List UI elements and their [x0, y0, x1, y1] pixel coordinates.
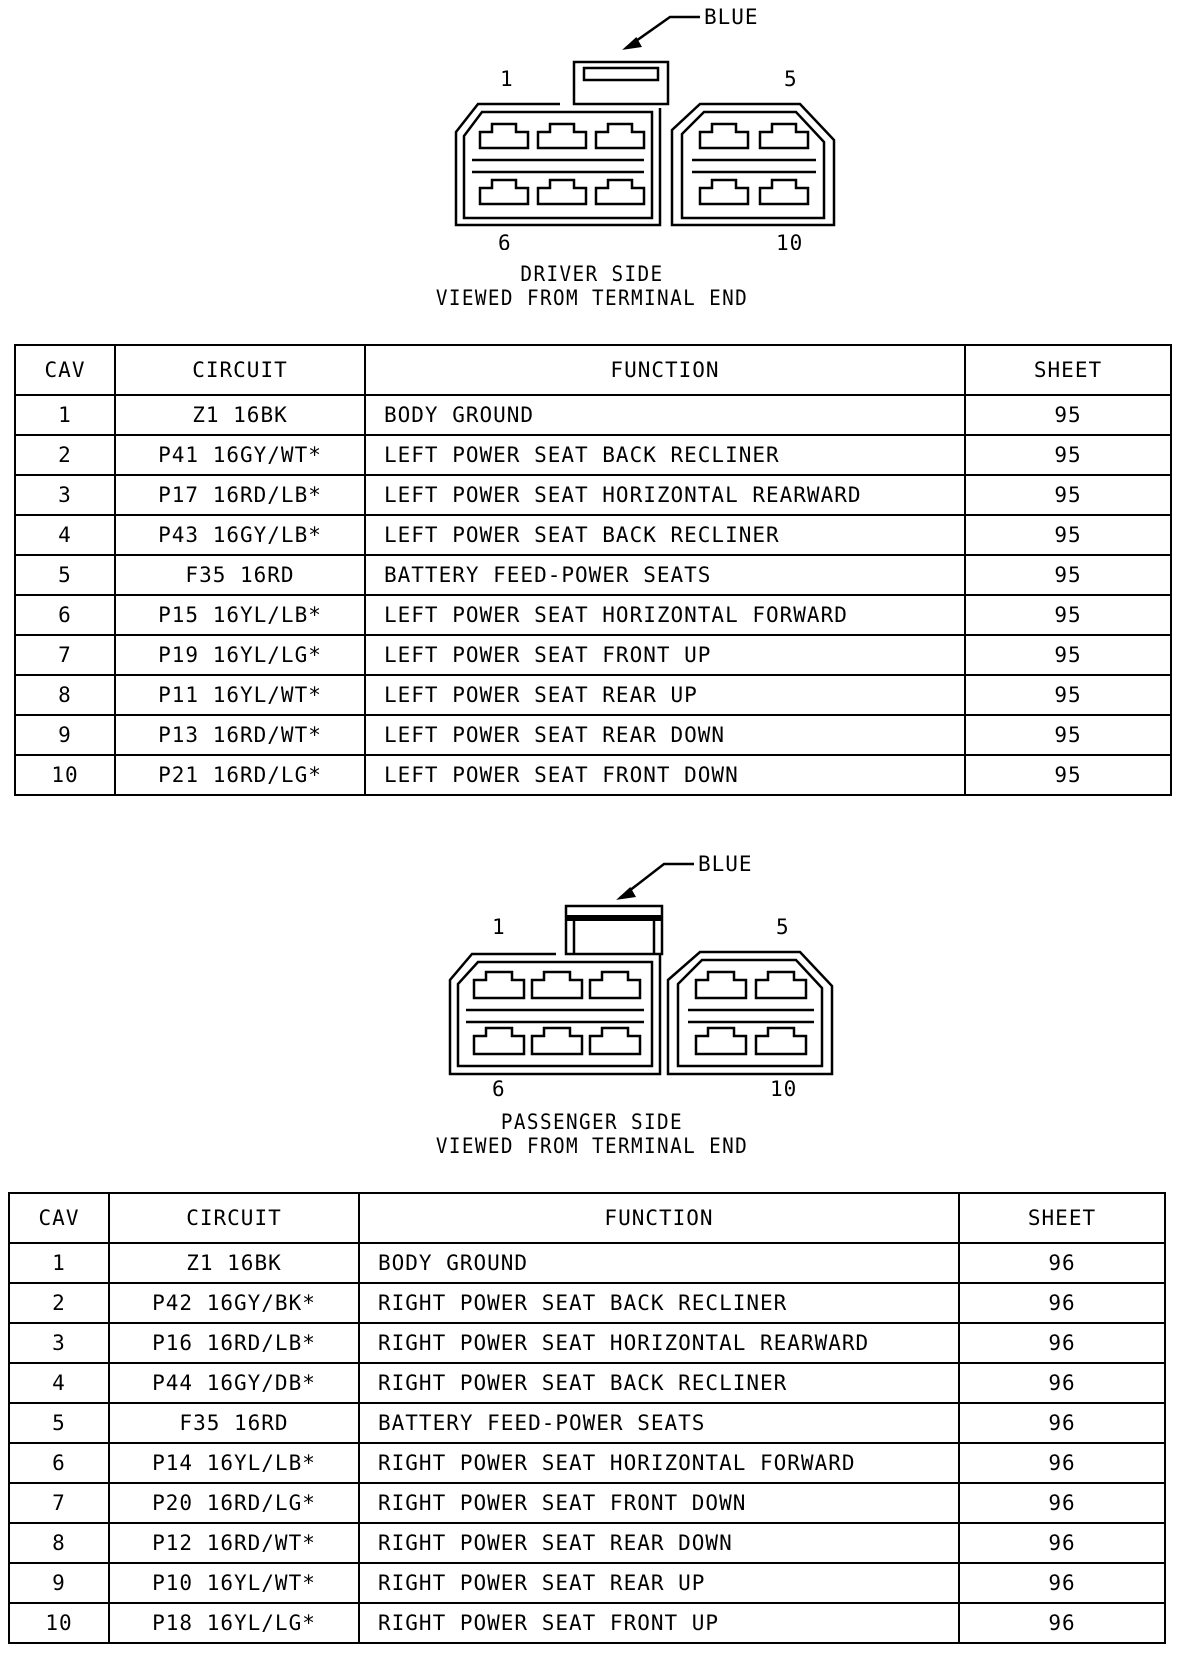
header-cav: CAV [15, 345, 115, 395]
cell-sheet: 95 [965, 755, 1171, 795]
cell-sheet: 96 [959, 1403, 1165, 1443]
table-header-row [15, 345, 1171, 395]
passenger-caption-subtitle: VIEWED FROM TERMINAL END [435, 1134, 749, 1158]
cell-cav: 6 [15, 595, 115, 635]
cell-cav: 6 [9, 1443, 109, 1483]
cell-circuit: P19 16YL/LG* [115, 635, 365, 675]
cell-circuit: P15 16YL/LB* [115, 595, 365, 635]
table-row [15, 435, 1171, 475]
cell-cav: 7 [9, 1483, 109, 1523]
table-row [15, 715, 1171, 755]
cell-sheet: 96 [959, 1563, 1165, 1603]
cell-function: LEFT POWER SEAT REAR DOWN [365, 715, 965, 755]
cell-function: RIGHT POWER SEAT HORIZONTAL REARWARD [359, 1323, 959, 1363]
header-cav: CAV [9, 1193, 109, 1243]
table-row [9, 1403, 1165, 1443]
table-row [15, 755, 1171, 795]
driver-cavity-table [14, 344, 1172, 796]
cell-circuit: P20 16RD/LG* [109, 1483, 359, 1523]
cell-circuit: P13 16RD/WT* [115, 715, 365, 755]
table-row [15, 555, 1171, 595]
cell-cav: 4 [15, 515, 115, 555]
cell-circuit: P18 16YL/LG* [109, 1603, 359, 1643]
cell-sheet: 96 [959, 1443, 1165, 1483]
passenger-pin-6-label: 6 [492, 1077, 506, 1100]
cell-cav: 10 [9, 1603, 109, 1643]
cell-function: RIGHT POWER SEAT FRONT UP [359, 1603, 959, 1643]
cell-function: LEFT POWER SEAT BACK RECLINER [365, 435, 965, 475]
cell-sheet: 96 [959, 1523, 1165, 1563]
table-row [9, 1243, 1165, 1283]
driver-connector-diagram [0, 0, 1184, 250]
cell-sheet: 95 [965, 675, 1171, 715]
cell-circuit: P11 16YL/WT* [115, 675, 365, 715]
cell-function: RIGHT POWER SEAT FRONT DOWN [359, 1483, 959, 1523]
cell-function: LEFT POWER SEAT BACK RECLINER [365, 515, 965, 555]
cell-function: LEFT POWER SEAT HORIZONTAL REARWARD [365, 475, 965, 515]
cell-function: BODY GROUND [365, 395, 965, 435]
cell-function: LEFT POWER SEAT FRONT DOWN [365, 755, 965, 795]
cell-cav: 3 [9, 1323, 109, 1363]
cell-function: BATTERY FEED-POWER SEATS [365, 555, 965, 595]
cell-circuit: P44 16GY/DB* [109, 1363, 359, 1403]
cell-circuit: P16 16RD/LB* [109, 1323, 359, 1363]
cell-sheet: 95 [965, 715, 1171, 755]
driver-connector-drawing [0, 0, 1184, 250]
header-sheet: SHEET [965, 345, 1171, 395]
header-circuit: CIRCUIT [109, 1193, 359, 1243]
driver-caption [47, 262, 1136, 310]
header-function: FUNCTION [359, 1193, 959, 1243]
cell-function: RIGHT POWER SEAT BACK RECLINER [359, 1283, 959, 1323]
cell-function: RIGHT POWER SEAT HORIZONTAL FORWARD [359, 1443, 959, 1483]
table-row [9, 1363, 1165, 1403]
cell-cav: 4 [9, 1363, 109, 1403]
table-row [9, 1283, 1165, 1323]
passenger-caption-title: PASSENGER SIDE [500, 1110, 684, 1134]
table-row [9, 1603, 1165, 1643]
table-row [15, 635, 1171, 675]
header-sheet: SHEET [959, 1193, 1165, 1243]
table-header-row [9, 1193, 1165, 1243]
cell-function: LEFT POWER SEAT REAR UP [365, 675, 965, 715]
table-row [9, 1443, 1165, 1483]
table-row [15, 395, 1171, 435]
cell-circuit: Z1 16BK [109, 1243, 359, 1283]
cell-sheet: 95 [965, 395, 1171, 435]
cell-cav: 9 [9, 1563, 109, 1603]
cell-function: LEFT POWER SEAT HORIZONTAL FORWARD [365, 595, 965, 635]
header-function: FUNCTION [365, 345, 965, 395]
table-row [9, 1563, 1165, 1603]
driver-cavities-right [692, 124, 816, 204]
cell-sheet: 95 [965, 595, 1171, 635]
cell-cav: 5 [9, 1403, 109, 1443]
passenger-pin-10-label: 10 [770, 1077, 798, 1100]
cell-circuit: P21 16RD/LG* [115, 755, 365, 795]
cell-sheet: 95 [965, 515, 1171, 555]
driver-caption-title: DRIVER SIDE [520, 262, 664, 286]
cell-sheet: 96 [959, 1363, 1165, 1403]
passenger-color-label: BLUE [698, 852, 753, 876]
passenger-pin-1-label: 1 [492, 915, 506, 939]
cell-sheet: 96 [959, 1283, 1165, 1323]
cell-cav: 8 [15, 675, 115, 715]
cell-cav: 9 [15, 715, 115, 755]
table-row [9, 1323, 1165, 1363]
cell-cav: 1 [15, 395, 115, 435]
cell-cav: 3 [15, 475, 115, 515]
passenger-pin-5-label: 5 [776, 915, 790, 939]
cell-circuit: F35 16RD [115, 555, 365, 595]
cell-sheet: 96 [959, 1243, 1165, 1283]
cell-cav: 10 [15, 755, 115, 795]
cell-function: BODY GROUND [359, 1243, 959, 1283]
driver-pin-5-label: 5 [784, 67, 798, 91]
cell-function: BATTERY FEED-POWER SEATS [359, 1403, 959, 1443]
cell-sheet: 95 [965, 555, 1171, 595]
cell-circuit: P42 16GY/BK* [109, 1283, 359, 1323]
passenger-connector-drawing [0, 840, 1184, 1100]
cell-cav: 2 [9, 1283, 109, 1323]
table-row [9, 1523, 1165, 1563]
passenger-cavities-right [688, 972, 814, 1054]
cell-circuit: Z1 16BK [115, 395, 365, 435]
passenger-connector-diagram [0, 840, 1184, 1100]
cell-cav: 7 [15, 635, 115, 675]
driver-color-label: BLUE [704, 5, 759, 29]
cell-function: RIGHT POWER SEAT BACK RECLINER [359, 1363, 959, 1403]
table-row [15, 675, 1171, 715]
cell-sheet: 95 [965, 435, 1171, 475]
driver-caption-subtitle: VIEWED FROM TERMINAL END [435, 286, 749, 310]
cell-circuit: P17 16RD/LB* [115, 475, 365, 515]
driver-pin-1-label: 1 [500, 67, 514, 91]
passenger-cavity-table [8, 1192, 1166, 1644]
cell-cav: 8 [9, 1523, 109, 1563]
cell-cav: 5 [15, 555, 115, 595]
table-row [15, 515, 1171, 555]
table-row [15, 595, 1171, 635]
cell-circuit: P14 16YL/LB* [109, 1443, 359, 1483]
cell-sheet: 96 [959, 1323, 1165, 1363]
cell-function: RIGHT POWER SEAT REAR DOWN [359, 1523, 959, 1563]
cell-circuit: F35 16RD [109, 1403, 359, 1443]
cell-sheet: 95 [965, 475, 1171, 515]
driver-pin-10-label: 10 [776, 231, 804, 250]
driver-pin-6-label: 6 [498, 231, 512, 250]
cell-cav: 1 [9, 1243, 109, 1283]
cell-sheet: 95 [965, 635, 1171, 675]
header-circuit: CIRCUIT [115, 345, 365, 395]
passenger-caption [47, 1110, 1136, 1158]
driver-cavities-left [472, 124, 644, 204]
cell-circuit: P43 16GY/LB* [115, 515, 365, 555]
cell-sheet: 96 [959, 1483, 1165, 1523]
cell-circuit: P10 16YL/WT* [109, 1563, 359, 1603]
table-row [15, 475, 1171, 515]
cell-cav: 2 [15, 435, 115, 475]
cell-function: LEFT POWER SEAT FRONT UP [365, 635, 965, 675]
cell-function: RIGHT POWER SEAT REAR UP [359, 1563, 959, 1603]
cell-circuit: P41 16GY/WT* [115, 435, 365, 475]
cell-circuit: P12 16RD/WT* [109, 1523, 359, 1563]
passenger-cavities-left [466, 972, 644, 1054]
table-row [9, 1483, 1165, 1523]
cell-sheet: 96 [959, 1603, 1165, 1643]
